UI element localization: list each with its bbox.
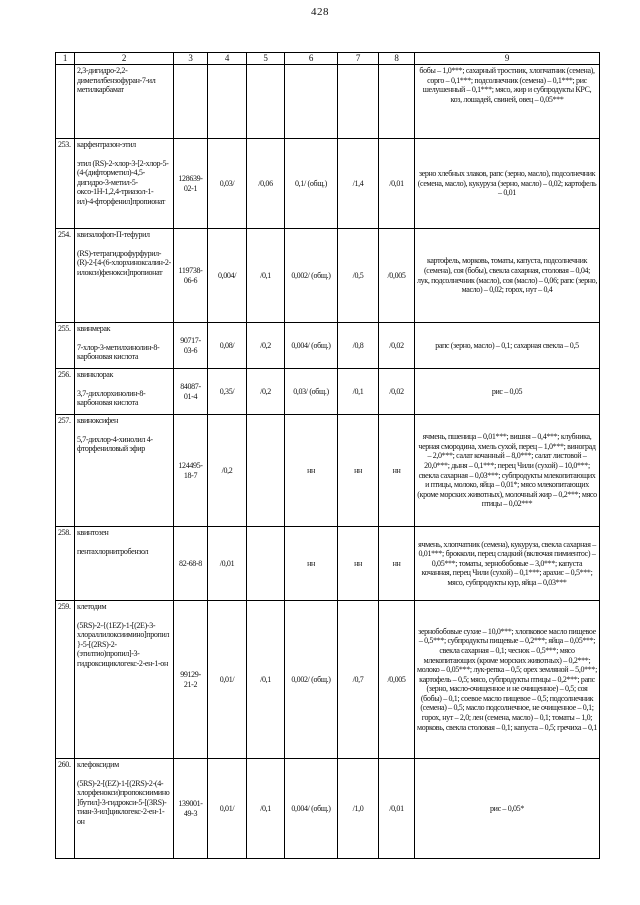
col-header: 4 bbox=[208, 53, 247, 65]
table-row bbox=[56, 527, 600, 601]
col7-value bbox=[338, 65, 379, 139]
col-header: 2 bbox=[75, 53, 174, 65]
col4-value: /0,2 bbox=[208, 415, 247, 527]
substance-chemical-name: (5RS)-2-{(1EZ)-1-[(2E)-3-хлораллилоксиимино]пропил}-5-[(2RS)-2-(этилтио)пропил]-3-гидроксициклогекс-2-ен-1-он bbox=[77, 620, 170, 668]
substance-name: квизалофоп-П-тефурил bbox=[77, 230, 150, 239]
substance-cell bbox=[75, 601, 174, 759]
substance-cell bbox=[75, 527, 174, 601]
col7-value: нн bbox=[338, 415, 379, 527]
substance-cell bbox=[75, 415, 174, 527]
col6-value: 0,03/ (общ.) bbox=[285, 369, 338, 415]
col-header: 8 bbox=[379, 53, 415, 65]
col7-value: /1,0 bbox=[338, 759, 379, 859]
substance-chemical-name: пентахлорнитробензол bbox=[77, 546, 149, 556]
substance-chemical-name: (RS)-тетрагидрофурфурил-(R)-2-[4-(6-хлорхиноксалин-2-илокси)фенокси]пропионат bbox=[77, 248, 171, 277]
substance-cell bbox=[75, 759, 174, 859]
col-header: 6 bbox=[285, 53, 338, 65]
col6-value bbox=[285, 65, 338, 139]
col5-value: /0,2 bbox=[247, 369, 285, 415]
col5-value: /0,1 bbox=[247, 759, 285, 859]
substance-name: клефоксидим bbox=[77, 760, 119, 769]
cas-number: 99129-21-2 bbox=[174, 601, 208, 759]
col4-value: 0,01/ bbox=[208, 759, 247, 859]
row-number: 258. bbox=[56, 527, 75, 601]
col6-value: 0,004/ (общ.) bbox=[285, 323, 338, 369]
col8-value: /0,01 bbox=[379, 759, 415, 859]
row-number: 260. bbox=[56, 759, 75, 859]
table-row bbox=[56, 369, 600, 415]
substance-chemical-name: 5,7-дихлор-4-хинолил 4-фторфениловый эфир bbox=[77, 434, 153, 454]
col7-value: /0,7 bbox=[338, 601, 379, 759]
table-row bbox=[56, 323, 600, 369]
row-number: 257. bbox=[56, 415, 75, 527]
col8-value: /0,02 bbox=[379, 369, 415, 415]
row-number: 254. bbox=[56, 229, 75, 323]
col4-value: 0,08/ bbox=[208, 323, 247, 369]
cas-number bbox=[174, 65, 208, 139]
table-row bbox=[56, 229, 600, 323]
products-mrl: зерно хлебных злаков, рапс (зерно, масло), подсолнечник (семена, масло), кукуруза (зерно, масло) – 0,02; картофель – 0,01 bbox=[415, 139, 600, 229]
substance-name: 2,3-дигидро-2,2-диметилбензофуран-7-ил метилкарбамат bbox=[77, 66, 156, 95]
col-header: 7 bbox=[338, 53, 379, 65]
col6-value: нн bbox=[285, 415, 338, 527]
col8-value: /0,01 bbox=[379, 139, 415, 229]
col5-value bbox=[247, 415, 285, 527]
col8-value: нн bbox=[379, 415, 415, 527]
substance-name: квиноксифен bbox=[77, 416, 118, 425]
table-row bbox=[56, 139, 600, 229]
cas-number: 128639-02-1 bbox=[174, 139, 208, 229]
row-number: 259. bbox=[56, 601, 75, 759]
col5-value: /0,06 bbox=[247, 139, 285, 229]
table-row bbox=[56, 65, 600, 139]
col4-value: /0,01 bbox=[208, 527, 247, 601]
col4-value bbox=[208, 65, 247, 139]
col5-value bbox=[247, 527, 285, 601]
col5-value: /0,2 bbox=[247, 323, 285, 369]
substance-chemical-name: этил (RS)-2-хлор-3-[2-хлор-5-(4-(дифторметил)-4,5-дигидро-3-метил-5-оксо-1Н-1,2,4-триазол-1-ил)-4-фторфенил]пропионат bbox=[77, 158, 169, 206]
col-header: 3 bbox=[174, 53, 208, 65]
col7-value: /0,1 bbox=[338, 369, 379, 415]
products-mrl: картофель, морковь, томаты, капуста, подсолнечник (семена), соя (бобы), свекла сахарная, столовая – 0,04; лук, подсолнечник (масло), соя (масло) – 0,06; рапс (зерно, масло) – 0,02; горох, нут – 0,4 bbox=[415, 229, 600, 323]
col6-value: нн bbox=[285, 527, 338, 601]
products-mrl: рис – 0,05 bbox=[415, 369, 600, 415]
products-mrl: рапс (зерно, масло) – 0,1; сахарная свекла – 0,5 bbox=[415, 323, 600, 369]
substance-name: квинмерак bbox=[77, 324, 111, 333]
col4-value: 0,01/ bbox=[208, 601, 247, 759]
row-number: 256. bbox=[56, 369, 75, 415]
cas-number: 84087-01-4 bbox=[174, 369, 208, 415]
row-number: 255. bbox=[56, 323, 75, 369]
substance-chemical-name: 7-хлор-3-метилхинолин-8-карбоновая кислота bbox=[77, 342, 160, 362]
table-row bbox=[56, 415, 600, 527]
row-number: 253. bbox=[56, 139, 75, 229]
col8-value: /0,005 bbox=[379, 229, 415, 323]
substance-chemical-name: 3,7-дихлорхинолин-8-карбоновая кислота bbox=[77, 388, 146, 408]
col8-value bbox=[379, 65, 415, 139]
col8-value: /0,02 bbox=[379, 323, 415, 369]
col6-value: 0,004/ (общ.) bbox=[285, 759, 338, 859]
col-header: 5 bbox=[247, 53, 285, 65]
page-number: 428 bbox=[311, 6, 329, 18]
col7-value: /0,5 bbox=[338, 229, 379, 323]
col7-value: нн bbox=[338, 527, 379, 601]
col-header: 1 bbox=[56, 53, 75, 65]
col7-value: /0,8 bbox=[338, 323, 379, 369]
row-number bbox=[56, 65, 75, 139]
col5-value: /0,1 bbox=[247, 601, 285, 759]
substance-name: карфентразон-этил bbox=[77, 140, 136, 149]
col-header: 9 bbox=[415, 53, 600, 65]
products-mrl: ячмень, пшеница – 0,01***; вишня – 0,4***; клубника, черная смородина, хмель сухой, перец – 1,0***; виноград – 2,0***; салат кочанный – 8,0***; салат листовой – 20,0***; дыня – 0,1***; перец Чили (сухой) – 10,0***; свекла сахарная – 0,03***; субпродукты млекопитающих и птицы, молоко, яйца – 0,01*; мясо млекопитающих (кроме морских животных), молочный жир – 0,2***; мясо птицы – 0,02*** bbox=[415, 415, 600, 527]
regulation-table bbox=[55, 52, 600, 859]
col6-value: 0,1/ (общ.) bbox=[285, 139, 338, 229]
substance-name: квинтозен bbox=[77, 528, 109, 537]
cas-number: 82-68-8 bbox=[174, 527, 208, 601]
col4-value: 0,03/ bbox=[208, 139, 247, 229]
col6-value: 0,002/ (общ.) bbox=[285, 229, 338, 323]
col7-value: /1,4 bbox=[338, 139, 379, 229]
products-mrl: бобы – 1,0***; сахарный тростник, хлопчатник (семена), сорго – 0,1***; подсолнечник (семена) – 0,1***; рис шелушенный – 0,1***; мясо, жир и субпродукты КРС, коз, лошадей, свиней, овец – 0,05*** bbox=[415, 65, 600, 139]
substance-cell bbox=[75, 323, 174, 369]
col8-value: нн bbox=[379, 527, 415, 601]
table-row bbox=[56, 601, 600, 759]
col4-value: 0,35/ bbox=[208, 369, 247, 415]
substance-cell bbox=[75, 369, 174, 415]
substance-name: клетодим bbox=[77, 602, 107, 611]
substance-cell bbox=[75, 139, 174, 229]
substance-name: квинклорак bbox=[77, 370, 114, 379]
table-row bbox=[56, 759, 600, 859]
cas-number: 90717-03-6 bbox=[174, 323, 208, 369]
substance-chemical-name: (5RS)-2-[(EZ)-1-[(2RS)-2-(4-хлорфенокси)пропоксиимино]бутил]-3-гидрокси-5-[(3RS)-тиан-3-ил]циклогекс-2-ен-1-он bbox=[77, 778, 170, 826]
header-row bbox=[56, 53, 600, 65]
substance-cell bbox=[75, 229, 174, 323]
col4-value: 0,004/ bbox=[208, 229, 247, 323]
col6-value: 0,002/ (общ.) bbox=[285, 601, 338, 759]
cas-number: 119738-06-6 bbox=[174, 229, 208, 323]
substance-cell bbox=[75, 65, 174, 139]
products-mrl: зернобобовые сухие – 10,0***; хлопковое масло пищевое – 0,5***; субпродукты пищевые – 0,2***; яйца – 0,05***; свекла сахарная – 0,1; чеснок – 0,5***; мясо млекопитающих (кроме морских животных) – 0,2***; молоко – 0,05***; лук-репка – 0,5; орех земляной – 5,0***; картофель – 0,5; мясо, субпродукты птицы – 0,2***; рапс (зерно, масло-очищенное и не очищенное) – 0,5; соя (бобы) – 0,1; соевое масло пищевое – 0,5; подсолнечник (семена) – 0,5; масло подсолнечное, не очищенное – 0,1; горох, нут – 2,0; лен (семена, масло) – 0,1; томаты – 1,0; морковь, свекла столовая – 0,1; капуста – 0,5; гречиха – 0,1 bbox=[415, 601, 600, 759]
col5-value bbox=[247, 65, 285, 139]
cas-number: 139001-49-3 bbox=[174, 759, 208, 859]
products-mrl: ячмень, хлопчатник (семена), кукуруза, свекла сахарная – 0,01***; брокколи, перец сладкий (включая пимиентос) – 0,05***; томаты, зернобобовые – 3,0***; капуста кочанная, перец Чили (сухой) – 0,1***; арахис – 0,5***; мясо, субпродукты кур, яйца – 0,03*** bbox=[415, 527, 600, 601]
cas-number: 124495-18-7 bbox=[174, 415, 208, 527]
col5-value: /0,1 bbox=[247, 229, 285, 323]
products-mrl: рис – 0,05* bbox=[415, 759, 600, 859]
col8-value: /0,005 bbox=[379, 601, 415, 759]
